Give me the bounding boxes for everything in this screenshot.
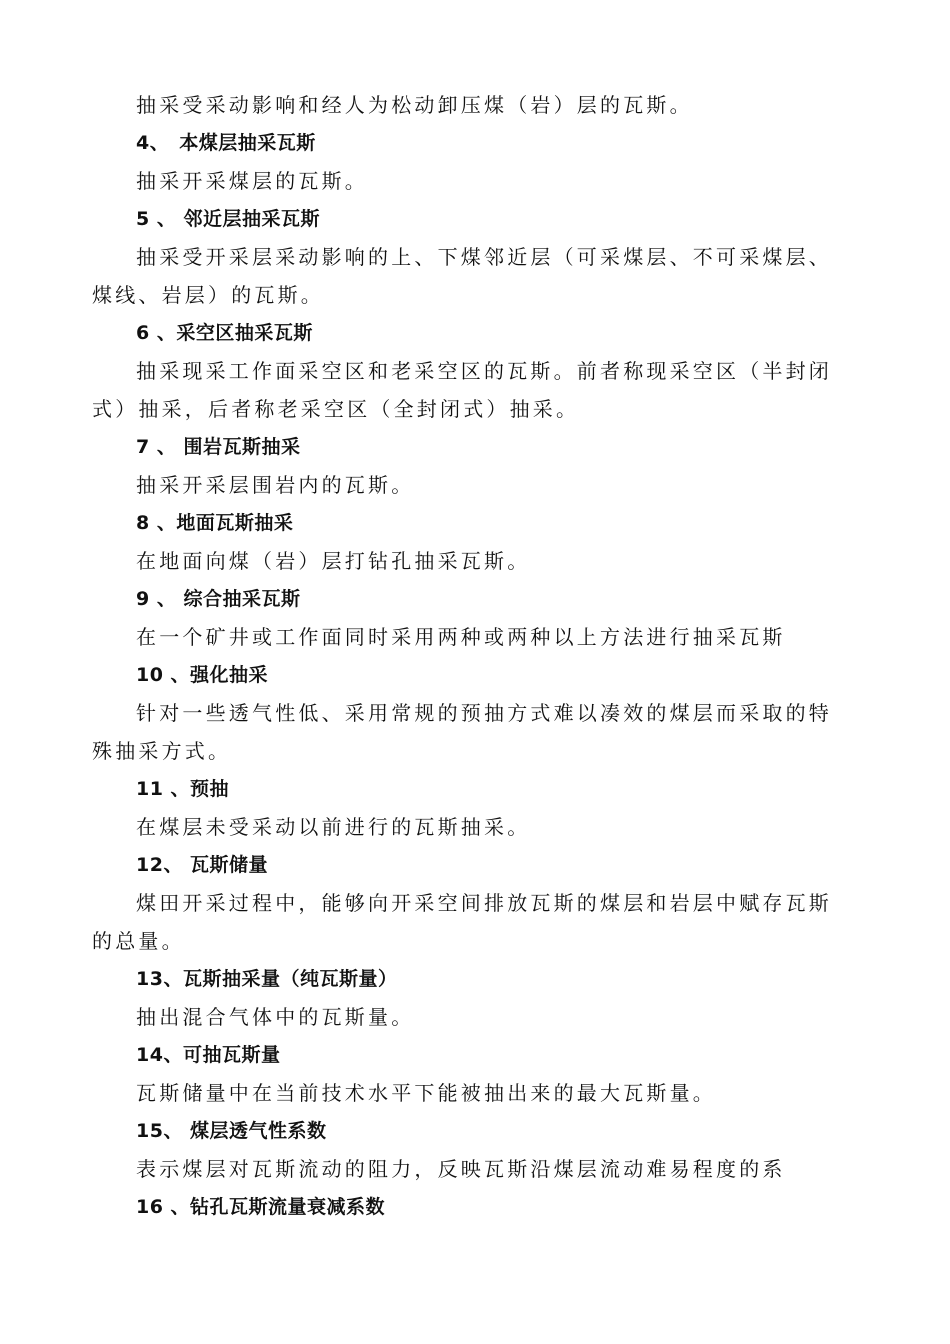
section-heading-4: 4、 本煤层抽采瓦斯 [136,132,316,154]
paragraph-line: 煤田开采过程中，能够向开采空间排放瓦斯的煤层和岩层中赋存瓦斯 [136,891,832,915]
section-heading-16: 16 、钻孔瓦斯流量衰减系数 [136,1196,386,1218]
section-heading-11: 11 、预抽 [136,778,230,800]
paragraph-line: 式）抽采，后者称老采空区（全封闭式）抽采。 [92,397,580,421]
section-heading-7: 7 、 围岩瓦斯抽采 [136,436,301,458]
section-heading-15: 15、 煤层透气性系数 [136,1120,327,1142]
section-heading-9: 9 、 综合抽采瓦斯 [136,588,301,610]
paragraph-line: 煤线、岩层）的瓦斯。 [92,283,324,307]
paragraph-line: 抽采开采层围岩内的瓦斯。 [136,473,415,497]
paragraph-line: 在地面向煤（岩）层打钻孔抽采瓦斯。 [136,549,531,573]
section-heading-12: 12、 瓦斯储量 [136,854,269,876]
paragraph-line: 抽采开采煤层的瓦斯。 [136,169,368,193]
section-heading-5: 5 、 邻近层抽采瓦斯 [136,208,320,230]
paragraph-line: 抽采受开采层采动影响的上、下煤邻近层（可采煤层、不可采煤层、 [136,245,832,269]
paragraph-line: 抽采现采工作面采空区和老采空区的瓦斯。前者称现采空区（半封闭 [136,359,832,383]
paragraph-line: 抽采受采动影响和经人为松动卸压煤（岩）层的瓦斯。 [136,93,693,117]
paragraph-line: 在煤层未受采动以前进行的瓦斯抽采。 [136,815,531,839]
paragraph-line: 针对一些透气性低、采用常规的预抽方式难以凑效的煤层而采取的特 [136,701,832,725]
section-heading-6: 6 、采空区抽采瓦斯 [136,322,313,344]
document-body [92,86,832,1226]
paragraph-line: 的总量。 [92,929,185,953]
section-heading-13: 13、瓦斯抽采量（纯瓦斯量） [136,968,398,990]
paragraph-line: 抽出混合气体中的瓦斯量。 [136,1005,415,1029]
section-heading-10: 10 、强化抽采 [136,664,269,686]
section-heading-8: 8 、地面瓦斯抽采 [136,512,294,534]
paragraph-line: 瓦斯储量中在当前技术水平下能被抽出来的最大瓦斯量。 [136,1081,716,1105]
paragraph-line: 殊抽采方式。 [92,739,232,763]
section-heading-14: 14、可抽瓦斯量 [136,1044,281,1066]
paragraph-line: 表示煤层对瓦斯流动的阻力，反映瓦斯沿煤层流动难易程度的系 [136,1157,786,1181]
paragraph-line: 在一个矿井或工作面同时采用两种或两种以上方法进行抽采瓦斯 [136,625,786,649]
